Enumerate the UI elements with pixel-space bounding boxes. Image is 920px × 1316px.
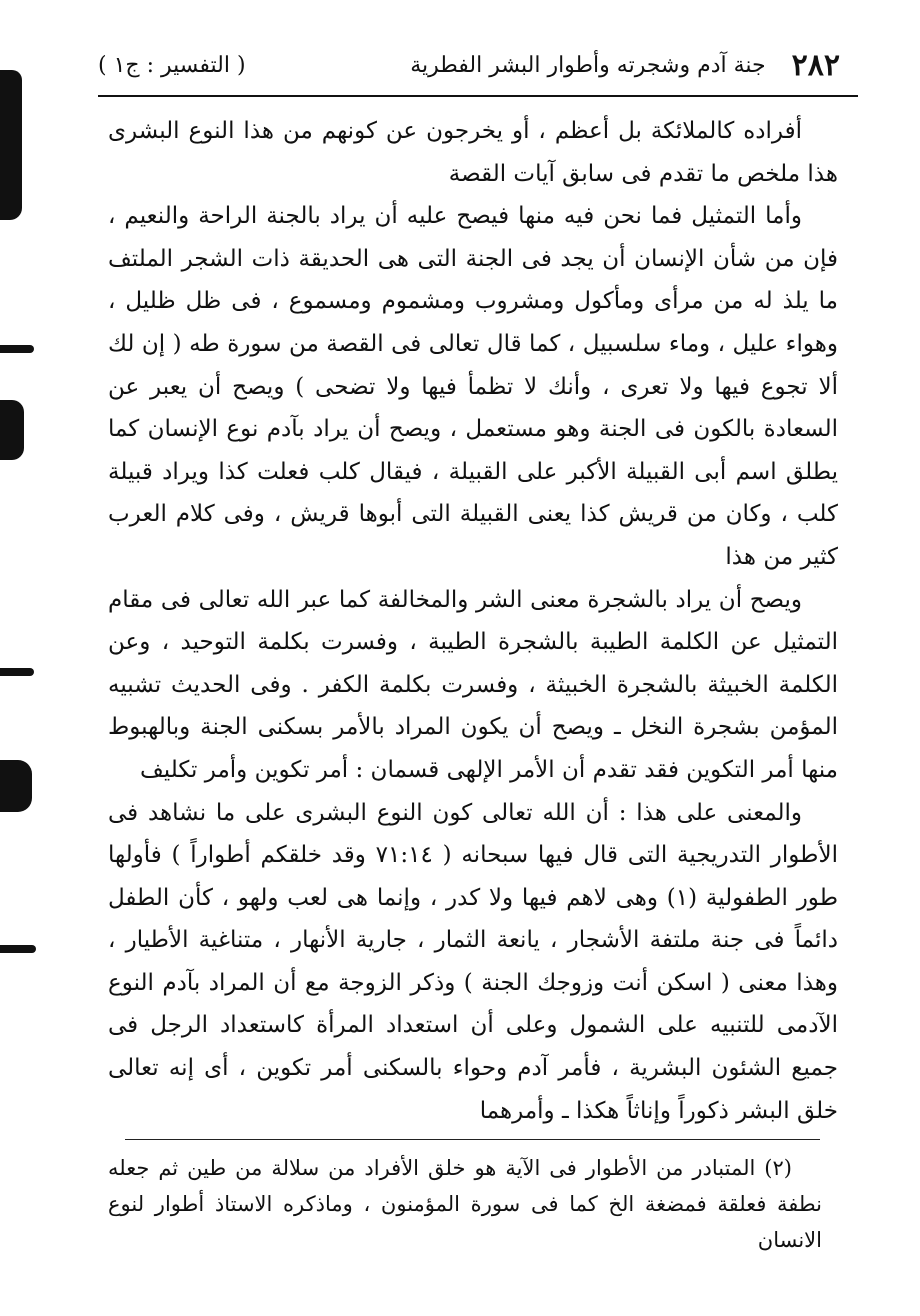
- footnote-rule: [125, 1139, 820, 1140]
- paragraph: ويصح أن يراد بالشجرة معنى الشر والمخالفة كما عبر الله تعالى فى مقام التمثيل عن الكلمة الطيبة بالشجرة الطيبة ، وفسرت بكلمة التوحيد ، وعن الكلمة الخبيثة بالشجرة الخبيثة ، وفسرت بكلمة الكفر . وفى الحديث تشبيه المؤمن بشجرة النخل ـ ويصح أن يكون المراد بالأمر بسكنى الجنة وبالهبوط منها أمر التكوين فقد تقدم أن الأمر الإلهى قسمان : أمر تكوين وأمر تكليف: [108, 586, 838, 783]
- paragraph: أفراده كالملائكة بل أعظم ، أو يخرجون عن كونهم من هذا النوع البشرى هذا ملخص ما تقدم فى سابق آيات القصة: [108, 118, 838, 187]
- footnote: (٢) المتبادر من الأطوار فى الآية هو خلق الأفراد من سلالة من طين ثم جعله نطفة فعلقة فمضغة الخ كما فى سورة المؤمنون ، وماذكره الاستاذ أطوار لنوع الانسان: [108, 1156, 822, 1252]
- page-number: ٢٨٢: [791, 47, 840, 83]
- footnotes: [108, 1150, 822, 1258]
- paragraph: وأما التمثيل فما نحن فيه منها فيصح عليه أن يراد بالجنة الراحة والنعيم ، فإن من شأن الإنسان أن يجد فى الجنة التى هى الحديقة ذات الشجر الملتف ما يلذ له من مرأى ومأكول ومشروب ومشموم ومسموع ، فى ظل ظليل ، وهواء عليل ، وماء سلسبيل ، كما قال تعالى فى القصة من سورة طه ( إن لك ألا تجوع فيها ولا تعرى ، وأنك لا تظمأ فيها ولا تضحى ) ويصح أن يعبر عن السعادة بالكون فى الجنة وهو مستعمل ، ويصح أن يراد بآدم نوع الإنسان كما يطلق اسم أبى القبيلة الأكبر على القبيلة ، فيقال كلب فعلت كذا ويراد قبيلة كلب ، وكان من قريش كذا يعنى القبيلة التى أبوها قريش ، وفى كلام العرب كثير من هذا: [108, 203, 838, 570]
- volume-reference: ( التفسير : ج١ ): [98, 52, 246, 78]
- paragraph: والمعنى على هذا : أن الله تعالى كون النوع البشرى على ما نشاهد فى الأطوار التدريجية التى قال فيها سبحانه ( ٧١:١٤ وقد خلقكم أطواراً ) فأولها طور الطفولية (١) وهى لاهم فيها ولا كدر ، وإنما هى لعب ولهو ، كأن الطفل دائماً فى جنة ملتفة الأشجار ، يانعة الثمار ، جارية الأنهار ، متناغية الأطيار ، وهذا معنى ( اسكن أنت وزوجك الجنة ) وذكر الزوجة مع أن المراد بآدم النوع الآدمى للتنبيه على الشمول وعلى أن استعداد المرأة كاستعداد الرجل فى جميع الشئون البشرية ، فأمر آدم وحواء بالسكنى أمر تكوين ، أى إنه تعالى خلق البشر ذكوراً وإناثاً هكذا ـ وأمرهما: [108, 799, 838, 1124]
- header-rule: [98, 95, 858, 97]
- running-title: جنة آدم وشجرته وأطوار البشر الفطرية: [410, 52, 766, 78]
- scan-edge-mark: [0, 70, 22, 220]
- scan-edge-mark: [0, 760, 32, 812]
- page-header: [98, 42, 840, 88]
- main-text: [108, 110, 838, 1132]
- scan-edge-mark: [0, 345, 34, 353]
- scan-edge-mark: [0, 668, 34, 676]
- scan-edge-mark: [0, 945, 36, 953]
- scan-edge-mark: [0, 400, 24, 460]
